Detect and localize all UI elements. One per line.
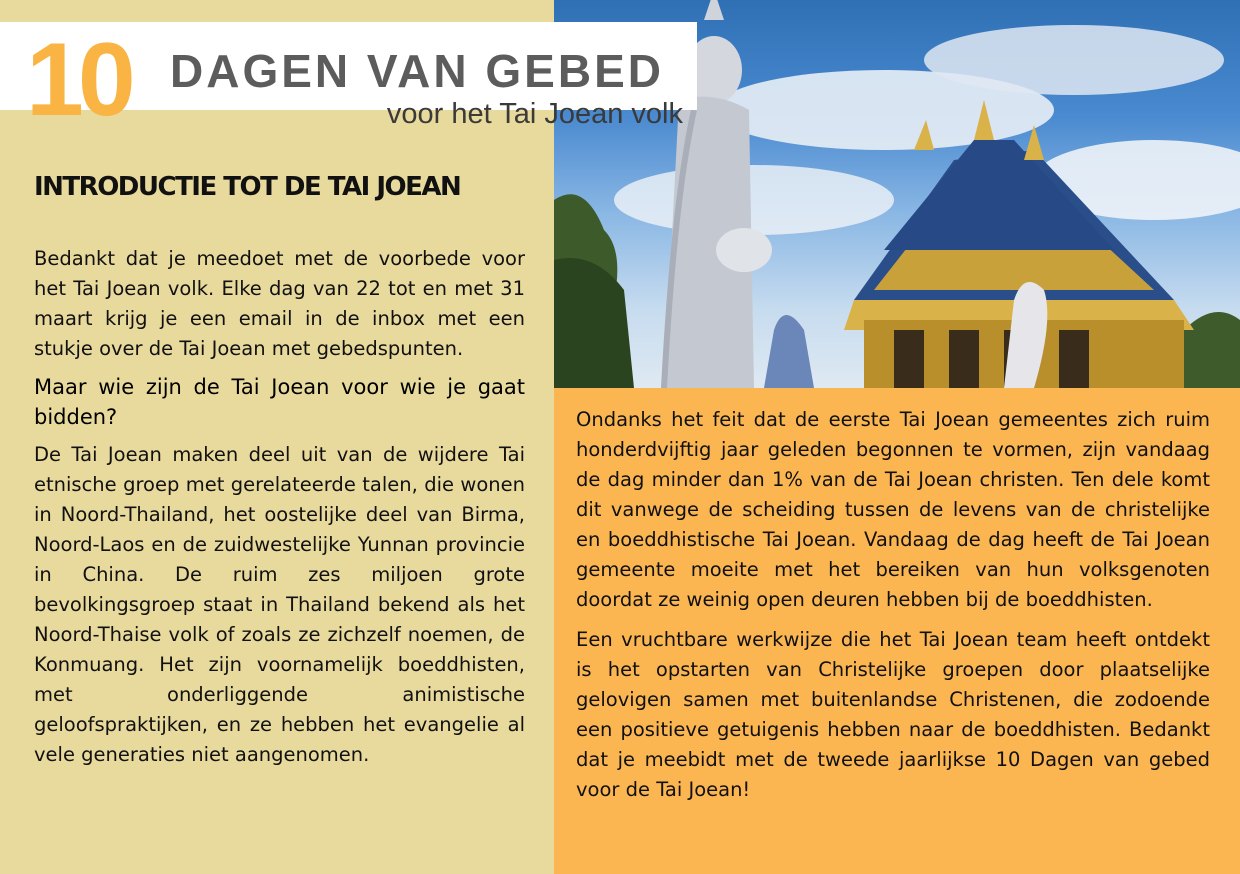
left-column-text [34, 244, 525, 778]
right-column-text [576, 405, 1210, 815]
right-paragraph-1: Ondanks het feit dat de eerste Tai Joean gemeentes zich ruim honderdvijftig jaar geleden begonnen te vormen, zijn vandaag de dag minder dan 1% van de Tai Joean christen. Ten dele komt dit vanwege de scheiding tussen de levens van de christelijke en boeddhistische Tai Joean. Vandaag de dag heeft de Tai Joean gemeente moeite met het bereiken van hun volksgenoten doordat ze weinig open deuren hebben bij de boeddhisten. [576, 408, 1210, 611]
right-paragraph-2: Een vruchtbare werkwijze die het Tai Joean team heeft ontdekt is het opstarten van Christelijke groepen door plaatselijke gelovigen samen met buitenlandse Christenen, die zodoende een positieve getuigenis hebben naar de boeddhisten. Bedankt dat je meebidt met de tweede jaarlijkse 10 Dagen van gebed voor de Tai Joean! [576, 628, 1210, 801]
banner-title: DAGEN VAN GEBED [170, 45, 664, 97]
intro-paragraph-2: De Tai Joean maken deel uit van de wijdere Tai etnische groep met gerelateerde talen, die wonen in Noord-Thailand, het oostelijke deel van Birma, Noord-Laos en de zuidwestelijke Yunnan provincie in China. De ruim zes miljoen grote bevolkingsgroep staat in Thailand bekend als het Noord-Thaise volk of zoals ze zichzelf noemen, de Konmuang. Het zijn voornamelijk boeddhisten, met onderliggende animistische geloofspraktijken, en ze hebben het evangelie al vele generaties niet aangenomen. [34, 443, 525, 766]
banner-subtitle: voor het Tai Joean volk [386, 98, 683, 130]
intro-heading: INTRODUCTIE TOT DE TAI JOEAN [34, 172, 461, 202]
header-banner [0, 22, 697, 138]
intro-question-heading: Maar wie zijn de Tai Joean voor wie je gaat bidden? [34, 375, 525, 429]
intro-paragraph-1: Bedankt dat je meedoet met de voorbede voor het Tai Joean volk. Elke dag van 22 tot en met 31 maart krijg je een email in de inbox met een stukje over de Tai Joean met gebedspunten. [34, 247, 525, 360]
banner-number: 10 [26, 22, 130, 138]
